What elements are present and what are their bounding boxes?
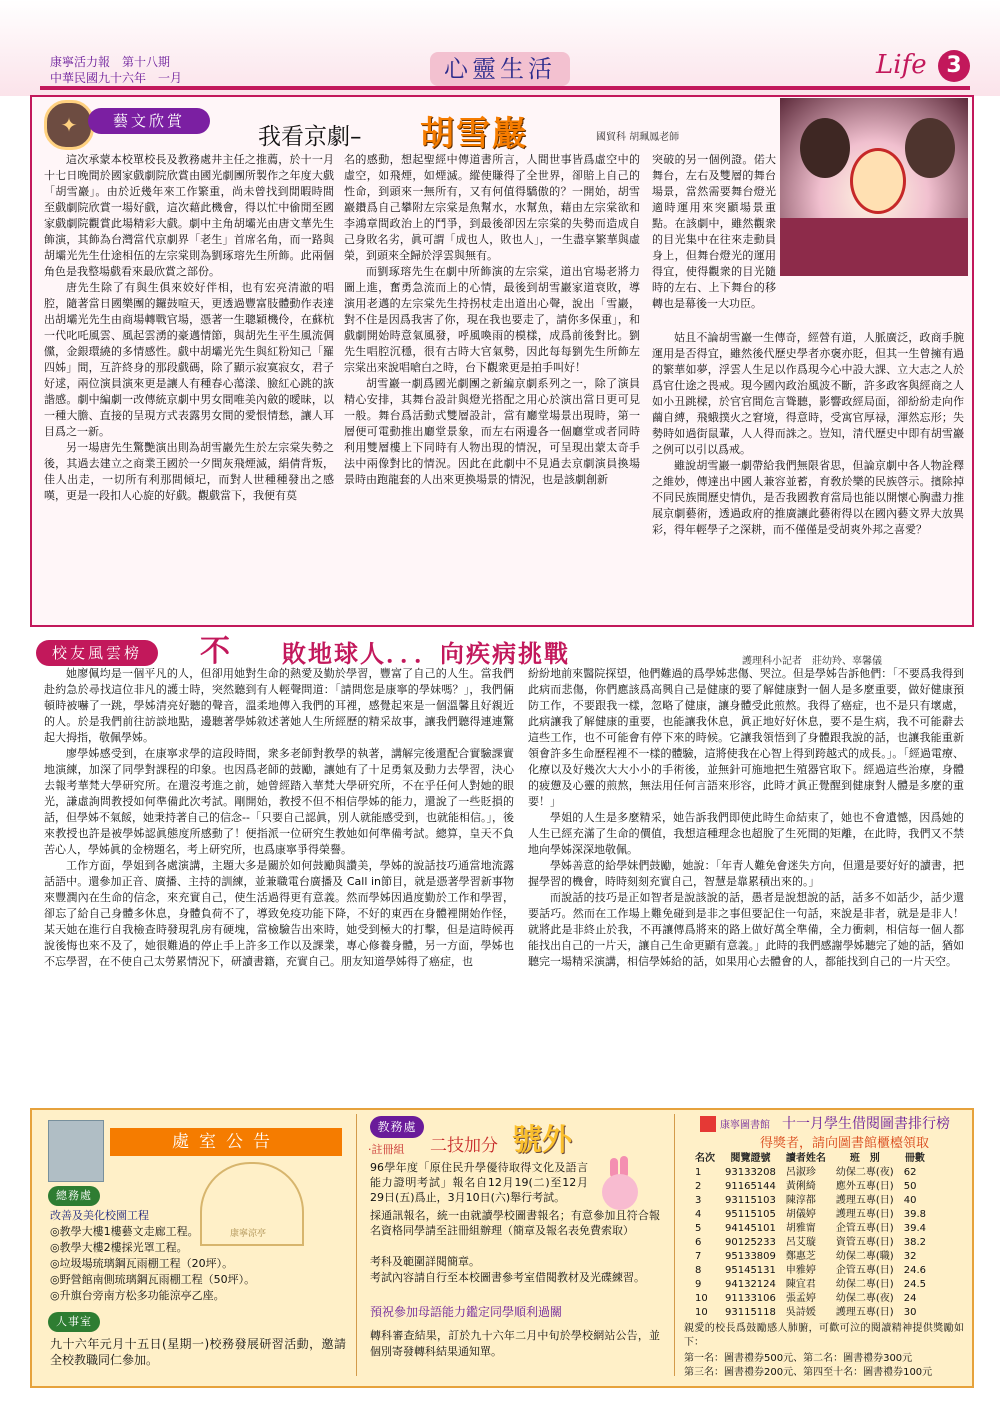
library-label: 康寧圖書館 — [720, 1120, 770, 1131]
table-cell: 1 — [695, 1167, 702, 1178]
paragraph: 紛紛地前來醫院探望，他們難過的爲學姊悲傷、哭泣。但是學姊告訴他們：「不要爲我得到此病而悲傷，你們應該爲高興自己是健康的要了解健康對一個人是多麼重要，做好健康預防工作，不要跟我一樣，忽略了健康，讓身體受此煎熬。我得了癌症，也不是只有壞處，此病讓我了解健康的重要，也能讓我休息，眞正地好好休息，要不是生病，我不可能辭去這些工作，也不可能會有停下來的時候。它讓我領悟到了身體跟我說的話，也讓我能重新領會許多生命歷程裡不一樣的體驗，這將使我在心智上得到跨越式的成長。」。「經過電療、化療以及好幾次大大小小的手術後，並無針可施地把生殖器官取下。經過這些治療，身體的疲憊及心靈的煎熬，無法用任何言語來形容，此時才眞正覺醒到健康對人體是多麼的重要！」 — [528, 667, 964, 808]
table-cell: 幼保二專(夜) — [835, 1293, 894, 1304]
table-cell: 93115118 — [725, 1307, 776, 1318]
library-note: 親愛的校長爲鼓勵感人肺腑，可歡可泣的閱讀精神提供獎勵如下： — [684, 1323, 964, 1348]
building-icon — [48, 1120, 104, 1182]
paragraph: 胡雪巖一劇爲國光劇團之新編京劇系列之一，除了演員精心安排，其舞台設計與燈光搭配之用心於演出當日更可見一般。舞台爲活動式雙層設計，當有廳堂場景出現時，第一層便可電動推出廳堂景象，而左右兩邊各一個廳堂或者同時利用雙層樓上下同時有人物出現的情況，可呈現出蒙太奇手法中兩像對比的情況。因此在此劇中不見過去京劇演員換場景時由跑龍套的人出來更換場景的情況，也是該劇創新 — [344, 377, 640, 486]
general-item: ◎野營館南側琉璃鋼瓦雨棚工程（50坪）。 — [50, 1273, 256, 1286]
alumni-column-1 — [44, 666, 514, 1090]
table-row — [690, 1222, 931, 1236]
library-subtitle: 得獎者，請向圖書館櫃檯領取 — [760, 1136, 930, 1151]
table-cell: 8 — [695, 1265, 702, 1276]
art-review-column-1 — [44, 152, 334, 616]
academic-item: 96學年度「原住民升學優待取得文化及語言能力證明考試」報名自12月19(二)至12月29日(五)爲止，3月10日(六)舉行考試。 — [370, 1161, 588, 1204]
table-row — [690, 1166, 931, 1180]
table-cell: 62 — [903, 1167, 917, 1178]
table-cell: 申雅婷 — [785, 1265, 816, 1276]
personnel-text: 九十六年元月十五日(星期一)校務發展研習活動，邀請全校教職同仁參加。 — [50, 1337, 346, 1367]
newspaper-issue: 康寧活力報 第十八期 — [50, 55, 171, 69]
paragraph: 廖學姊感受到，在康寧求學的這段時間，衆多老師對教學的執著，講解完後還配合實驗課實地演練，加深了同學對課程的印象。也因爲老師的鼓勵，讓她有了十足勇氣及動力去學習，決心去報考華梵大學研究所。在還沒考進之前，她曾經踏入華梵大學研究所，不在乎任何人對她的眼光，謙虛詢問教授如何準備此次考試。剛開始，教授不但不相信學姊的能力，還說了一些貶損的話，但學姊不氣餒，她秉持著自己的信念--「只要自己認眞，別人就能感受到，也就能相信。」，後來教授也許是被學姊認眞態度所感動了！便指派一位研究生教她如何準備考試。總算，皇天不負苦心人，學姊眞的金榜題名，考上研究所，也爲康寧爭得榮譽。 — [44, 747, 514, 856]
personnel-badge: 人事室 — [48, 1312, 100, 1332]
registry-label: ‧註冊組 — [368, 1143, 405, 1156]
table-row — [690, 1306, 931, 1320]
table-cell: 幼保二專(夜) — [835, 1167, 894, 1178]
issue-info — [50, 54, 182, 86]
divider — [674, 1114, 675, 1376]
table-cell: 護理五專(日) — [835, 1195, 894, 1206]
table-cell: 胡雅甯 — [785, 1223, 816, 1234]
alumni-badge: 校友風雲榜 — [36, 640, 158, 666]
table-cell: 企管五專(日) — [835, 1265, 894, 1276]
opera-figure-left — [800, 118, 850, 178]
opera-figure-center — [850, 148, 906, 214]
divider — [356, 1114, 357, 1376]
table-cell: 幼保二專(日) — [835, 1279, 894, 1290]
paragraph: 名的感動，想起聖經中傳道書所言，人間世事皆爲虛空中的虛空，如飛煙，如煙滅。縱使賺得了全世界，卻賠上自己的性命，到頭來一無所有，又有何值得驕傲的？一開始，胡雪巖鑽爲自己攀附左宗棠是魚幫水，水幫魚，藉由左宗棠欲和李鴻章間政治上的鬥爭，到最後卻因左宗棠的失勢而造成自己身敗名劣，眞可謂「成也人，敗也人」，一生盡享繁華與虛榮，到頭來全歸於浮雲與無有。 — [344, 153, 640, 262]
column-header: 閱覽證號 — [730, 1153, 771, 1164]
table-cell: 幼保二專(職) — [835, 1251, 894, 1262]
table-cell: 呂淑珍 — [785, 1167, 816, 1178]
transfer-notice: 轉科審查結果，訂於九十六年二月中旬於學校網站公告，並個別寄發轉科結果通知單。 — [370, 1329, 660, 1358]
paragraph: 學姊善意的給學妹們鼓勵，她說：「年青人難免會迷失方向，但還是要好好的讀書，把握學習的機會，時時刻刻充實自己，智慧是靠累積出來的。」 — [528, 859, 964, 888]
paragraph: 突破的另一個例證。偌大舞台，左右及雙層的舞台場景，當然需要舞台燈光適時運用來突顯場景重點。在該劇中，雖然觀衆的目光集中在往來走動員身上，但舞台燈光的運用得宜，使得觀衆的目光隨時的左右、上下舞台的移轉也是幕後一大功臣。 — [652, 153, 776, 310]
table-cell: 陳宜君 — [785, 1279, 816, 1290]
table-cell: 黃俐綺 — [785, 1181, 816, 1192]
general-item: ◎垃圾場琉璃鋼瓦雨棚工程（20坪）。 — [50, 1257, 234, 1270]
general-item: ◎升旗台旁南方松多功能涼亭乙座。 — [50, 1289, 225, 1302]
art-review-title — [258, 118, 362, 151]
table-cell: 護理五專(日) — [835, 1209, 894, 1220]
table-cell: 95145131 — [725, 1265, 776, 1276]
academic-badge: 教務處 — [370, 1116, 424, 1138]
table-cell: 資管五專(日) — [835, 1237, 894, 1248]
art-review-column-2 — [344, 152, 640, 616]
table-cell: 94145101 — [725, 1223, 776, 1234]
art-review-title-name: 胡雪巖 — [420, 114, 528, 154]
opera-costume — [780, 218, 968, 276]
table-cell: 90125233 — [725, 1237, 776, 1248]
academic-headline: 二技加分 — [430, 1136, 498, 1156]
table-cell: 38.2 — [903, 1237, 926, 1248]
table-cell: 2 — [695, 1181, 702, 1192]
column-header: 名次 — [695, 1153, 715, 1164]
table-cell: 10 — [695, 1307, 708, 1318]
opera-photo — [780, 98, 968, 276]
table-cell: 護理五專(日) — [835, 1307, 894, 1318]
general-item: ◎教學大樓1樓藝文走廊工程。 — [50, 1225, 199, 1238]
table-cell: 7 — [695, 1251, 702, 1262]
table-cell: 95133809 — [725, 1251, 776, 1262]
table-row — [690, 1194, 931, 1208]
table-cell: 91165144 — [725, 1181, 776, 1192]
column-header: 班 別 — [849, 1153, 880, 1164]
life-label: Life — [876, 50, 927, 80]
table-cell: 9 — [695, 1279, 702, 1290]
pavilion-label: 康寧涼亭 — [230, 1229, 267, 1239]
paragraph: 工作方面，學姐到各處演講，主題大多是關於如何鼓勵與讚美，學姊的說話技巧通當地流露話語中。還參加正音、廣播、主持的訓練，並兼職電台廣播及 Call in節目，就是憑著學習新事物來豐潤內在生命的信念，來充實自己，使生活過得更有意義。然而學姊因過度勤於工作和學習，卻忘了給自己身體多休息，身體負荷不了，導致免疫功能下降，不好的東西在身體裡開始作怪，某天她在進行自我檢查時發現乳房有硬塊，當檢驗告出來時，她受到極大的打擊，但是這時候再說後悔也來不及了，她很難過的停止手上許多工作以及課業，專心修養身體，另一方面，學姊也不忘學習，在不使自己太勞累情況下，研讀書籍，充實自己。朋友知道學姊得了癌症，也 — [44, 859, 514, 968]
library-prize: 第三名：圖書禮券200元、第四至十名：圖書禮券100元 — [684, 1367, 933, 1378]
table-cell: 吳詩媛 — [785, 1307, 816, 1318]
books-icon — [700, 1116, 716, 1132]
paragraph: 而劉琢瑢先生在劇中所飾演的左宗棠，道出官場老將力圖上進，奮勇急流而上的心情，最後到胡雪巖家道衰敗，導演用老邁的左宗棠先生持拐杖走出道出心聲，說出「雪巖，對不住是因爲我害了你，現在我也要走了，請你多保重」，和戲劇開始時意氣風發，呼風喚雨的模樣，成爲前後對比。劉先生唱腔沉穩，很有古時大官氣勢，因此每每劉先生所飾左宗棠出來說唱嗆白之時，台下觀衆更是拍手叫好！ — [344, 265, 640, 374]
art-review-column-3 — [652, 330, 964, 616]
general-item: ◎教學大樓2樓採光罩工程。 — [50, 1241, 188, 1254]
table-cell: 24.5 — [903, 1279, 926, 1290]
art-review-badge: 藝文欣賞 — [88, 108, 210, 134]
page-number: 3 — [938, 50, 970, 82]
table-row — [690, 1292, 931, 1306]
rabbit-trumpet-icon — [592, 1152, 648, 1212]
paragraph: 姑且不論胡雪巖一生傳奇，經營有道，人脈廣泛，政商手腕運用是否得宜，雖然後代歷史學者亦褒亦貶，但其一生曾擁有過的繁華如夢，浮雲人生足以作爲現今心中設大課、立大志之人於爲官仕途之畏戒。現今國內政治風波不斷，許多政客與經商之人如小丑跳樑，於官官間危言聳聽，影響政經局面，卻紛紛走向作繭自縛，飛蛾撲火之窘境，得意時，受寓官厚禄，渾然忘形；失勢時如過街鼠輩，人人得而誅之。豈知，清代歷史中即有胡雪巖之例可以引以爲戒。 — [652, 331, 964, 456]
rabbit-body — [602, 1174, 638, 1210]
gear-icon: ✦ — [44, 100, 94, 150]
table-cell: 91133106 — [725, 1293, 776, 1304]
table-header-row — [690, 1152, 931, 1166]
table-cell: 6 — [695, 1237, 702, 1248]
paragraph: 學姐的人生是多麼精采，她告訴我們即使此時生命結束了，她也不會遺憾，因爲她的人生已經充滿了生命的價值，我想這種理念也超脫了生死間的矩離，在此時，我們又不禁地向學姊深深地敬佩。 — [528, 811, 964, 856]
paragraph: 而說話的技巧是正如智者是說該說的話，愚者是說想說的話，話多不如話少，話少還要話巧。然而在工作場上難免碰到是非之事但要記住一句話，來說是非者，就是是非人！就將此是非終止於我，不再讓傳爲將來的路上做好萬全準備，全力衝刺，相信每一個人都能找出自己的一片天，讓自己生命更顯有意義。」此時的我們感謝學姊聽完了她的話，猶如聽完一場精采演講，相信學姊給的話，如果用心去體會的人，都能找到自己的一片天空。 — [528, 891, 964, 968]
table-cell: 應外五專(日) — [835, 1181, 894, 1192]
section-title: 心靈生活 — [430, 52, 570, 86]
opera-figure-right — [905, 118, 955, 178]
table-cell: 胡儀婷 — [785, 1209, 816, 1220]
table-row — [690, 1264, 931, 1278]
art-review-title-prefix: 我看京劇– — [258, 124, 362, 150]
table-cell: 企管五專(日) — [835, 1223, 894, 1234]
table-cell: 鄭惠芝 — [785, 1251, 816, 1262]
issue-date: 中華民國九十六年 一月 — [50, 71, 183, 85]
table-row — [690, 1278, 931, 1292]
alumni-column-2 — [528, 666, 964, 1090]
table-row — [690, 1208, 931, 1222]
general-affairs-badge: 總務處 — [48, 1186, 100, 1206]
library-title: 十一月學生借閱圖書排行榜 — [782, 1116, 950, 1132]
paragraph: 另一場唐先生驚艷演出則為胡雪巖先生於左宗棠失勢之後，其過去建立之商業王國於一夕間灰飛煙滅，絹倩背叛，佳人出走，一切所有利那間傾圮，而對人世種種發出之感嘆，更是一段扣人心旋的好戲。觀戲當下，我便有莫 — [44, 441, 334, 502]
general-heading: 改善及美化校園工程 — [50, 1209, 149, 1222]
table-cell: 93115103 — [725, 1195, 776, 1206]
library-prize: 第一名：圖書禮券500元、第二名：圖書禮券300元 — [684, 1353, 913, 1364]
table-cell: 93133208 — [725, 1167, 776, 1178]
alumni-byline: 護理科小記者 莊幼羚、辜馨儀 — [742, 656, 882, 667]
table-row — [690, 1250, 931, 1264]
table-cell: 40 — [903, 1195, 917, 1206]
art-review-column-3-top — [652, 152, 776, 328]
academic-item: 考試內容請自行至本校圖書參考室借閱教材及光碟練習。 — [370, 1271, 645, 1284]
table-cell: 陳淳都 — [785, 1195, 816, 1206]
column-header: 讀者姓名 — [785, 1153, 826, 1164]
table-cell: 94132124 — [725, 1279, 776, 1290]
paragraph: 雖說胡雪巖一劇帶給我們無限省思，但論京劇中各人物詮釋之維妙，傳達出中國人兼容並蓄，育敎於樂的民族啓示。擯除掉不同民族間歷史情仇，是否我國教育當局也能以開懷心胸盡力推展京劇藝術，透過政府的推廣讓此藝術得以在國內藝文界大放異彩，得年輕學子之深耕，而不僅僅是受胡爽外邦之喜愛？ — [652, 459, 964, 536]
table-row — [690, 1180, 931, 1194]
paragraph: 唐先生除了有與生俱來姣好伴相，也有宏亮清澈的唱腔，隨著當日國樂團的鑼鼓喧天，更透過豐富肢體動作表達出胡壩光先生由商場轉戰官場，憑著一生聰穎機伶，在蘇杭一代叱吒風雲、風起雲湧的豪邁情節，與胡先生平生風流倜儻，金銀環繞的多情感性。戲中胡壩光先生與紅粉知己「羅四姊」間，互許終身的那段戲碼，除了顯示寂寞寂女，君子好逑，兩位演員演來更是讓人有種春心蕩漾、臉紅心跳的詼諧感。劇中編劇一改傳統京劇中男女間唯美內斂的曖昧，以一種大膽、直接的呈現方式表露男女間的愛恨情愁，讓人耳目爲之一新。 — [44, 281, 334, 438]
table-cell: 32 — [903, 1251, 917, 1262]
academic-slogan: 預祝參加母語能力鑑定同學順利過關 — [370, 1305, 563, 1319]
table-cell: 3 — [695, 1195, 702, 1206]
table-cell: 4 — [695, 1209, 702, 1220]
header-divider — [40, 86, 970, 90]
alumni-title: 敗地球人．．．向疾病挑戰 — [282, 640, 570, 668]
academic-headline-bang: 號外 — [512, 1123, 572, 1158]
table-cell: 39.8 — [903, 1209, 926, 1220]
column-header: 冊數 — [904, 1153, 925, 1164]
paragraph: 這次承蒙本校單校長及教務處井主任之推薦，於十一月十七日晚間於國家戲劇院欣賞由國光劇團所製作之年度大戲「胡雪巖」。由於近幾年來工作繁重，尚未曾找到閒暇時間至戲劇院欣賞一場好戲，這次藉此機會，得以忙中偷閒至國家戲劇院觀賞此場精彩大戲。劇中主角胡壩光由唐文華先生飾演，其飾為台灣當代京劇界「老生」首席名角，而一路與胡壩光先生仕途相伍的左宗棠則為劉琢瑢先生所飾。此兩個角色是我整場戲看來最欣賞之部份。 — [44, 153, 334, 278]
table-cell: 5 — [695, 1223, 702, 1234]
paragraph: 她廖佩均是一個平凡的人，但卻用她對生命的熱愛及勤於學習，豐富了自己的人生。當我們赴約急於尋找這位非凡的護士時，突然聽到有人輕聲問道：「請問您是康寧的學妹嗎？」，我們倆頓時被嚇了一跳，學姊清亮好聽的聲音，溫柔地傳入我們的耳裡，感覺起來是一個溫馨且好親近的人。於是我們前往訪談地點，邊聽著學姊敘述著她人生所經歷的精采故事，讓我們聽得連連驚起大拇指，敬佩學姊。 — [44, 667, 514, 744]
table-cell: 95115105 — [725, 1209, 776, 1220]
table-cell: 呂艾璇 — [785, 1237, 816, 1248]
office-title: 處室公告 — [110, 1128, 342, 1156]
academic-item: 考科及範圍詳閱簡章。 — [370, 1255, 480, 1268]
art-review-byline: 國貿科 胡珮鳳老師 — [596, 132, 680, 143]
academic-item: 採通訊報名，統一由就讀學校圖書報名；有意參加且符合報名資格同學請至註冊組辦理（簡章及報名表免費索取） — [370, 1209, 660, 1237]
table-cell: 張孟婷 — [785, 1293, 816, 1304]
table-cell: 50 — [903, 1181, 917, 1192]
table-cell: 30 — [903, 1307, 917, 1318]
table-cell: 39.4 — [903, 1223, 926, 1234]
table-cell: 10 — [695, 1293, 708, 1304]
alumni-title-lead: 不 — [200, 634, 230, 669]
table-cell: 24.6 — [903, 1265, 926, 1276]
ranking-table — [690, 1152, 931, 1320]
table-row — [690, 1236, 931, 1250]
table-cell: 24 — [903, 1293, 917, 1304]
